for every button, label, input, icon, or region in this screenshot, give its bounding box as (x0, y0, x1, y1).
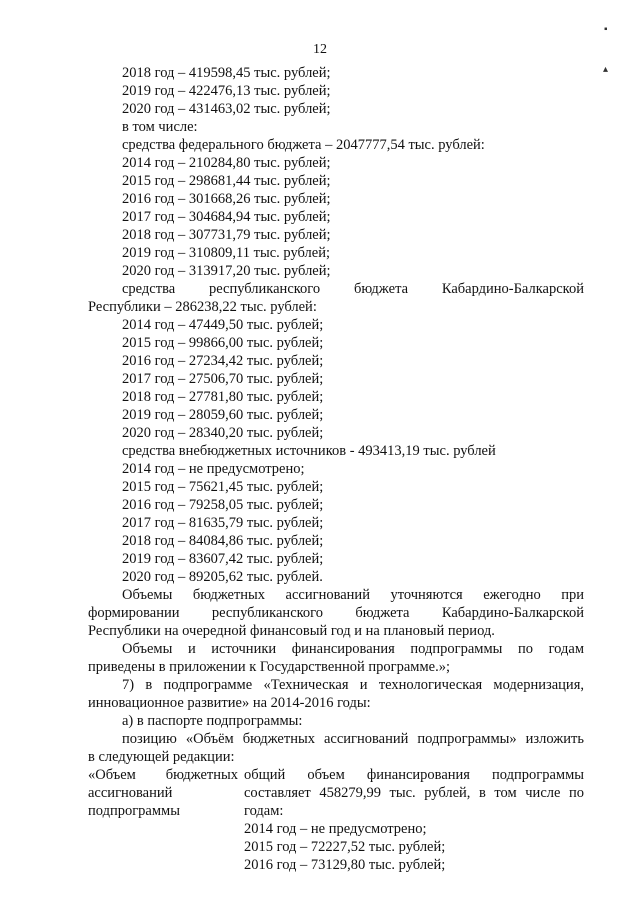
table-value (244, 766, 584, 874)
table-value-line: общий объем финансирования подпрограммы (244, 767, 584, 783)
budget-line: 2016 год – 27234,42 тыс. рублей; (122, 353, 324, 369)
budget-line: 2017 год – 304684,94 тыс. рублей; (122, 209, 331, 225)
budget-line: 2020 год – 431463,02 тыс. рублей; (122, 101, 331, 117)
federal-funds-heading: средства федерального бюджета – 2047777,54 тыс. рублей: (122, 137, 485, 153)
budget-line: 2014 год – 210284,80 тыс. рублей; (122, 155, 331, 171)
budget-line: 2019 год – 83607,42 тыс. рублей; (122, 551, 324, 567)
budget-line: 2019 год – 310809,11 тыс. рублей; (122, 245, 330, 261)
para-sources-line2: приведены в приложении к Государственной программе.»; (88, 659, 450, 675)
item-a: а) в паспорте подпрограммы: (122, 713, 303, 729)
para-volumes-line2: формировании республиканского бюджета Кабардино-Балкарской (88, 605, 584, 621)
table-label-line: ассигнований (88, 785, 173, 801)
budget-line: 2015 год – 298681,44 тыс. рублей; (122, 173, 331, 189)
para-volumes-line3: Республики на очередной финансовый год и на плановый период. (88, 623, 495, 639)
budget-line: 2019 год – 422476,13 тыс. рублей; (122, 83, 331, 99)
budget-line: 2014 год – 47449,50 тыс. рублей; (122, 317, 324, 333)
extrabudget-heading: средства внебюджетных источников - 493413,19 тыс. рублей (122, 443, 496, 459)
table-value-line: 2016 год – 73129,80 тыс. рублей; (244, 857, 446, 873)
republic-funds-line2: Республики – 286238,22 тыс. рублей: (88, 299, 317, 315)
table-label-line: «Объем бюджетных (88, 767, 238, 783)
position-line2: в следующей редакции: (88, 749, 235, 765)
budget-line: 2018 год – 307731,79 тыс. рублей; (122, 227, 331, 243)
table-value-line: составляет 458279,99 тыс. рублей, в том числе по (244, 785, 584, 801)
republic-funds-line1: средства республиканского бюджета Кабардино-Балкарской (122, 281, 584, 297)
budget-line: 2015 год – 75621,45 тыс. рублей; (122, 479, 324, 495)
budget-line: 2020 год – 313917,20 тыс. рублей; (122, 263, 331, 279)
budget-line: 2020 год – 89205,62 тыс. рублей. (122, 569, 323, 585)
budget-line: 2016 год – 301668,26 тыс. рублей; (122, 191, 331, 207)
scan-speck: ▪ (604, 24, 608, 35)
item7-line1: 7) в подпрограмме «Техническая и технологическая модернизация, (122, 677, 584, 693)
budget-line: 2020 год – 28340,20 тыс. рублей; (122, 425, 324, 441)
table-label-line: подпрограммы (88, 803, 180, 819)
table-value-line: 2014 год – не предусмотрено; (244, 821, 427, 837)
budget-line: в том числе: (122, 119, 198, 135)
page-number: 12 (313, 42, 327, 57)
budget-line: 2019 год – 28059,60 тыс. рублей; (122, 407, 324, 423)
budget-line: 2017 год – 81635,79 тыс. рублей; (122, 515, 324, 531)
para-volumes-line1: Объемы бюджетных ассигнований уточняются ежегодно при (122, 587, 584, 603)
scan-speck: ▴ (603, 64, 609, 75)
table-value-line: годам: (244, 803, 284, 819)
budget-line: 2015 год – 99866,00 тыс. рублей; (122, 335, 324, 351)
table-label (88, 766, 238, 820)
budget-line: 2017 год – 27506,70 тыс. рублей; (122, 371, 324, 387)
table-value-line: 2015 год – 72227,52 тыс. рублей; (244, 839, 446, 855)
position-line1: позицию «Объём бюджетных ассигнований подпрограммы» изложить (122, 731, 584, 747)
budget-line: 2016 год – 79258,05 тыс. рублей; (122, 497, 324, 513)
budget-line: 2018 год – 27781,80 тыс. рублей; (122, 389, 324, 405)
para-sources-line1: Объемы и источники финансирования подпрограммы по годам (122, 641, 584, 657)
budget-line: 2018 год – 419598,45 тыс. рублей; (122, 65, 331, 81)
item7-line2: инновационное развитие» на 2014-2016 годы: (88, 695, 371, 711)
budget-line: 2018 год – 84084,86 тыс. рублей; (122, 533, 324, 549)
budget-line: 2014 год – не предусмотрено; (122, 461, 305, 477)
